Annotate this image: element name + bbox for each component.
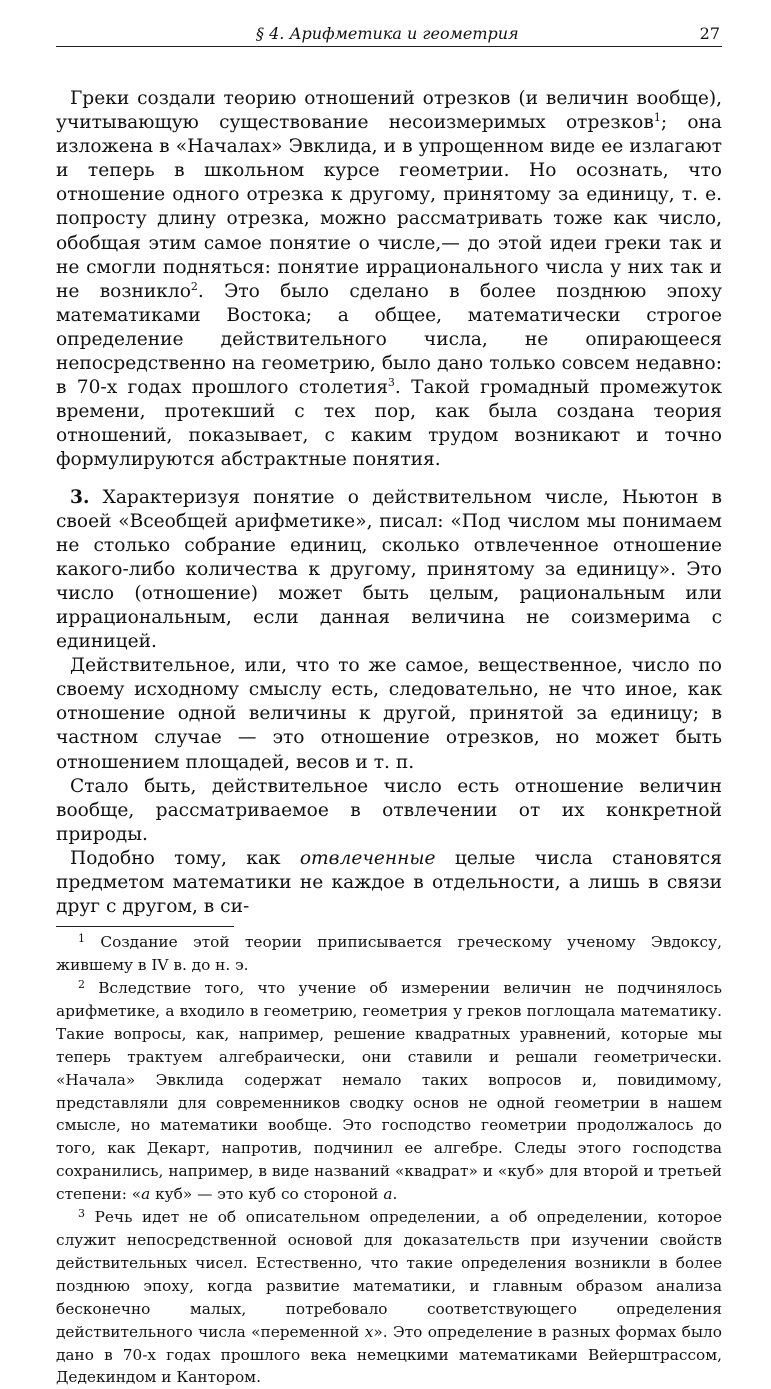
footnote-ref-2: 2 [190, 279, 198, 293]
emphasized-letter: а [141, 1185, 151, 1204]
footnote-ref-1: 1 [653, 111, 661, 125]
paragraph-abstract [56, 847, 722, 919]
footnote-text: куб» — это куб со стороной [150, 1185, 384, 1204]
paragraph-text: ; она изложена в «Началах» Эвклида, и в упрощенном виде ее излагают и теперь в школьном курсе геометрии. Но осознать, что отношение одного отрезка к другому, принятому за единицу, т. е. попросту длину отрезка, можно рассматривать тоже как число, обобщая этим самое понятие о числе,— до этой идеи греки так и не смогли подняться: понятие иррационального числа у них так и не возникло [56, 112, 722, 302]
footnote-mark: 1 [78, 932, 85, 946]
paragraph-text: Греки создали теорию отношений отрезков (и величин вообще), учитывающую существование несоизмеримых отрезков [56, 88, 722, 134]
paragraph-text: Характеризуя понятие о действительном числе, Ньютон в своей «Всеобщей арифметике», писал: «Под числом мы понимаем не столько собрание единиц, сколько отвлеченное отношение какого-либо количества к другому, принятому за единицу». Это число (отношение) может быть целым, рациональным или иррациональным, если данная величина не соизмерима с единицей. [56, 486, 722, 653]
footnote-1 [56, 931, 722, 977]
footnote-text: Вследствие того, что учение об измерении величин не подчинялось арифметике, а входило в геометрию, геометрия у греков поглощала математику. Такие вопросы, как, например, решение квадратных уравнений, которые мы теперь трактуем алгебраически, они ставили и решали геометрически. «Начала» Эвклида содержат немало таких вопросов и, повидимому, представляли для современников сводку основ не одной геометрии в нашем смысле, но математики вообще. Это господство геометрии продолжалось до того, как Декарт, напротив, подчинил ее алгебре. Следы этого господства сохранились, например, в виде названий «квадрат» и «куб» для второй и третьей степени: « [56, 979, 722, 1204]
footnote-mark: 3 [78, 1207, 85, 1221]
emphasized-letter: а [383, 1185, 393, 1204]
paragraph-text: целые числа становятся предметом математики не каждое в отдельности, а лишь в связи друг с другом, в си- [56, 847, 722, 918]
footnotes [56, 931, 722, 1389]
footnote-text: . [392, 1185, 398, 1204]
footnote-ref-3: 3 [387, 376, 395, 390]
footnote-2 [56, 977, 722, 1206]
emphasized-word: отвлеченные [299, 847, 436, 869]
paragraph-number: 3. [70, 486, 90, 508]
footnote-text: Создание этой теории приписывается греческому ученому Эвдоксу, жившему в IV в. до н. э. [56, 933, 722, 975]
page-header [56, 18, 722, 47]
paragraph-text: . Такой громадный промежуток времени, протекший с тех пор, как была создана теория отношений, показывает, с каким трудом возникают и точно формулируются абстрактные понятия. [56, 377, 722, 471]
paragraph-greeks [56, 87, 722, 473]
paragraph-conclusion: Стало быть, действительное число есть отношение величин вообще, рассматриваемое в отвлечении от их конкретной природы. [56, 775, 722, 845]
emphasized-letter: x [364, 1322, 374, 1341]
footnote-divider [56, 926, 234, 927]
page-number: 27 [699, 24, 720, 43]
paragraph-text: Подобно тому, как [70, 847, 300, 869]
footnote-3 [56, 1206, 722, 1389]
footnote-text: Речь идет не об описательном определении, а об определении, которое служит непосредственной основой для доказательств при изучении свойств действительных чисел. Естественно, что такие определения возникли в более позднюю эпоху, когда развитие математики, и главным образом анализа бесконечно малых, потребовало соответствующего определения действительного числа «переменной [56, 1208, 722, 1341]
footnote-mark: 2 [78, 978, 85, 991]
footnote-text: ». Это определение в разных формах было дано в 70-х годах прошлого века немецкими математиками Вейерштрассом, Дедекиндом и Кантором. [56, 1322, 722, 1387]
paragraph-real-number: Действительное, или, что то же самое, вещественное, число по своему исходному смыслу есть, следовательно, не что иное, как отношение одной величины к другой, принятой за единицу; в частном случае — это отношение отрезков, но может быть отношением площадей, весов и т. п. [56, 655, 722, 773]
paragraph-newton [56, 486, 722, 655]
paragraph-text: . Это было сделано в более позднюю эпоху математиками Востока; а общее, математически строгое определение действительного числа, не опирающееся непосредственно на геометрию, было дано только совсем недавно: в 70-х годах прошлого столетия [56, 280, 723, 399]
main-text [56, 87, 722, 919]
running-head: § 4. Арифметика и геометрия [256, 24, 519, 43]
book-page [56, 18, 722, 1389]
